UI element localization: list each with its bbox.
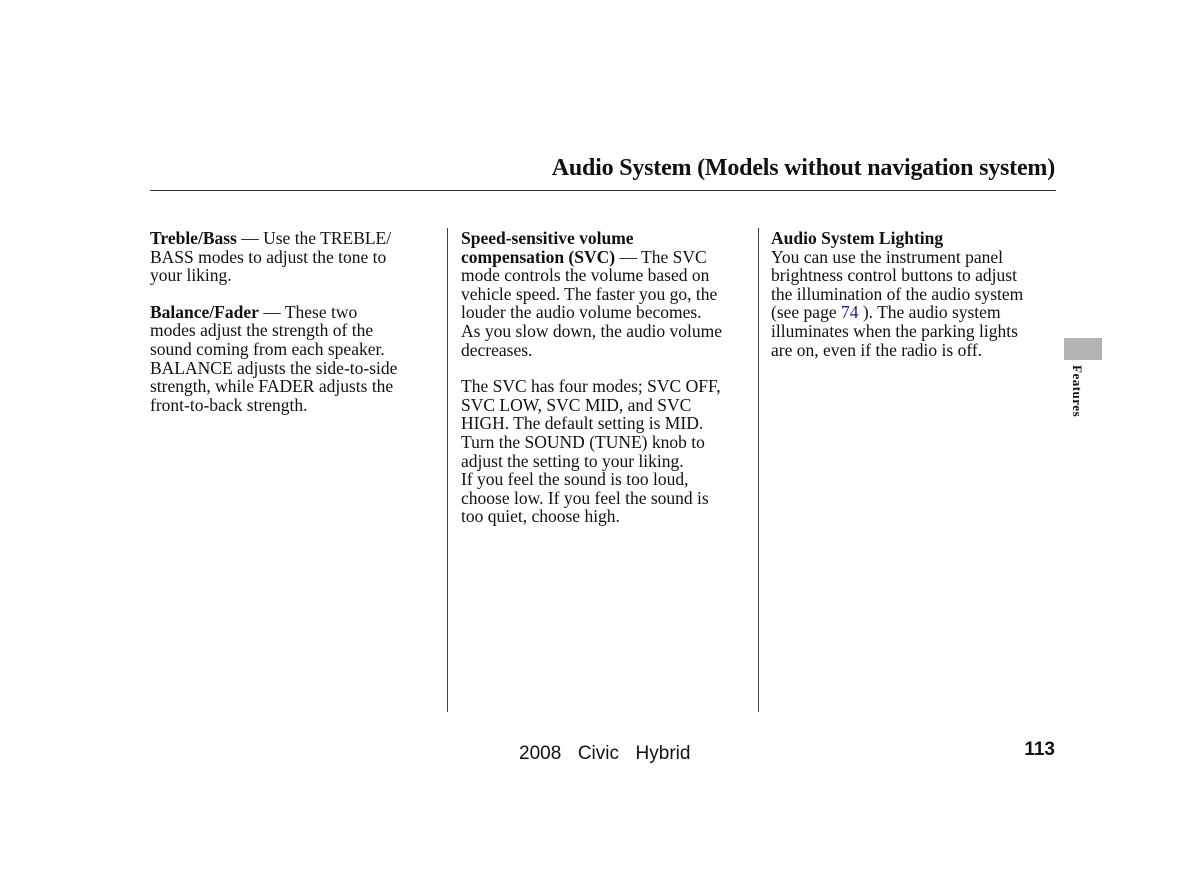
paragraph-svc bbox=[461, 229, 746, 359]
heading-balance-fader: Balance/Fader bbox=[150, 301, 259, 322]
text-line: SVC LOW, SVC MID, and SVC bbox=[461, 394, 692, 415]
footer-model-name: 2008 Civic Hybrid bbox=[519, 743, 691, 764]
heading-svc: Speed-sensitive volume bbox=[461, 228, 634, 248]
text-line bbox=[150, 229, 430, 248]
text-line: These two bbox=[284, 301, 358, 322]
page-ref-suffix: ). The audio system bbox=[862, 302, 1001, 323]
page-ref-prefix: (see page bbox=[771, 302, 837, 323]
text-line: choose low. If you feel the sound is bbox=[461, 487, 709, 508]
heading-svc-line-1 bbox=[461, 229, 746, 248]
text-line: illuminates when the parking lights bbox=[771, 320, 1018, 341]
text-line: vehicle speed. The faster you go, the bbox=[461, 283, 718, 304]
text-line: Turn the SOUND (TUNE) knob to bbox=[461, 431, 705, 452]
paragraph-balance-fader bbox=[150, 303, 430, 415]
text-line: brightness control buttons to adjust bbox=[771, 265, 1017, 286]
section-tab-marker bbox=[1064, 338, 1102, 360]
text-line: front-to-back strength. bbox=[150, 394, 308, 415]
text-line: HIGH. The default setting is MID. bbox=[461, 413, 704, 434]
text-line: modes adjust the strength of the bbox=[150, 320, 374, 341]
text-line bbox=[461, 248, 746, 267]
text-line: decreases. bbox=[461, 339, 533, 360]
section-label-features: Features bbox=[1070, 365, 1085, 418]
column-divider bbox=[447, 228, 448, 712]
column-3 bbox=[771, 229, 1056, 377]
text-line: Use the TREBLE/ bbox=[263, 228, 392, 248]
paragraph-treble-bass bbox=[150, 229, 430, 285]
em-dash: — bbox=[263, 301, 281, 322]
text-line: louder the audio volume becomes. bbox=[461, 302, 702, 323]
page-reference-link[interactable]: 74 bbox=[840, 302, 859, 323]
page-title: Audio System (Models without navigation system) bbox=[551, 155, 1055, 181]
text-line bbox=[150, 303, 430, 322]
text-line: sound coming from each speaker. bbox=[150, 338, 385, 359]
text-line: adjust the setting to your liking. bbox=[461, 450, 684, 471]
text-line: your liking. bbox=[150, 265, 232, 286]
paragraph-audio-lighting bbox=[771, 229, 1056, 359]
text-line: BALANCE adjusts the side-to-side bbox=[150, 357, 398, 378]
text-line: The SVC has four modes; SVC OFF, bbox=[461, 376, 721, 397]
text-line: If you feel the sound is too loud, bbox=[461, 469, 689, 490]
heading-audio-lighting-line bbox=[771, 229, 1056, 248]
em-dash: — bbox=[619, 246, 637, 267]
text-line: BASS modes to adjust the tone to bbox=[150, 246, 387, 267]
title-rule bbox=[150, 190, 1056, 191]
em-dash: — bbox=[241, 228, 259, 248]
text-line: the illumination of the audio system bbox=[771, 283, 1024, 304]
text-line: strength, while FADER adjusts the bbox=[150, 376, 394, 397]
text-line: As you slow down, the audio volume bbox=[461, 320, 723, 341]
column-2 bbox=[461, 229, 746, 544]
heading-audio-lighting: Audio System Lighting bbox=[771, 228, 944, 248]
text-line: The SVC bbox=[641, 246, 707, 267]
text-line: mode controls the volume based on bbox=[461, 265, 710, 286]
page-number: 113 bbox=[1024, 739, 1055, 760]
text-line bbox=[771, 303, 1056, 322]
paragraph-svc-modes bbox=[461, 377, 746, 526]
heading-svc-line-2: compensation (SVC) bbox=[461, 246, 616, 267]
text-line: too quiet, choose high. bbox=[461, 506, 620, 527]
text-line: are on, even if the radio is off. bbox=[771, 339, 983, 360]
column-divider bbox=[758, 228, 759, 712]
column-1 bbox=[150, 229, 430, 432]
heading-treble-bass: Treble/Bass bbox=[150, 228, 237, 248]
text-line: You can use the instrument panel bbox=[771, 246, 1004, 267]
